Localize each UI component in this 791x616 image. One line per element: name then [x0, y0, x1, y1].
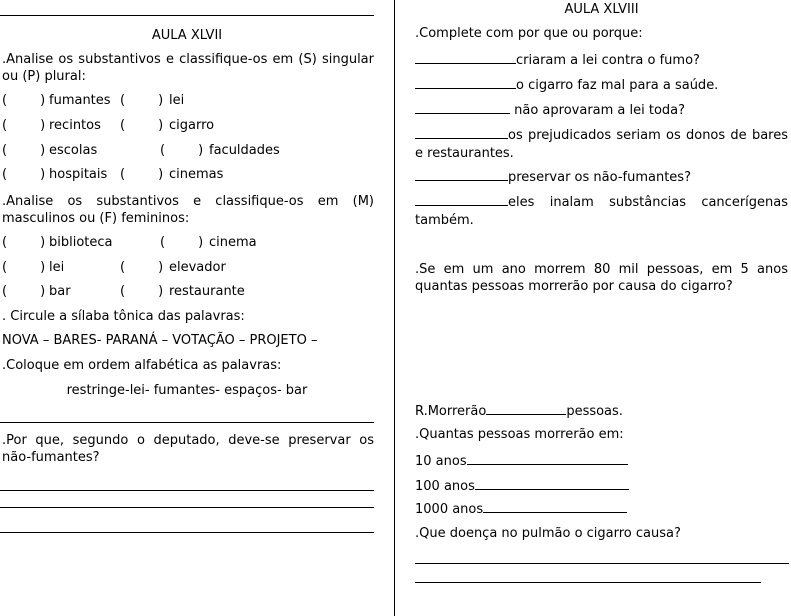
column-divider [394, 0, 395, 616]
years-label: 100 anos [415, 479, 475, 494]
answer-line[interactable] [415, 582, 761, 583]
question-how-many: .Quantas pessoas morrerão em: [415, 427, 624, 442]
fill-item [415, 168, 691, 186]
years-label: 1000 anos [415, 502, 484, 517]
noun-item: lei [49, 260, 65, 275]
question-singular-plural: .Analise os substantivos e classifique-os em (S) singular ou (P) plural: [2, 52, 374, 84]
noun-item: cinema [209, 235, 257, 250]
answer-line[interactable] [415, 563, 789, 564]
answer-box[interactable]: ( ) [2, 284, 46, 299]
years-label: 10 anos [415, 454, 467, 469]
answer-box[interactable]: ( ) [2, 118, 46, 133]
answer-line[interactable] [0, 422, 374, 423]
answer-box[interactable]: ( ) [2, 143, 46, 158]
top-rule [0, 15, 374, 16]
fill-item-text: os prejudicados seriam os donos de bares e restaurantes. [415, 128, 788, 161]
question-alphabetical: .Coloque em ordem alfabética as palavras: [2, 358, 282, 373]
answer-box[interactable]: ( ) [2, 260, 46, 275]
answer-line[interactable] [0, 532, 374, 533]
fill-item [415, 101, 685, 119]
fill-item-text: eles inalam substâncias cancerígenas também. [415, 195, 788, 228]
noun-item: hospitais [49, 167, 108, 182]
noun-item: elevador [169, 260, 226, 275]
years-item [415, 477, 629, 495]
noun-item: cinemas [169, 167, 224, 182]
answer-box[interactable]: ( ) [120, 93, 164, 108]
answer-box[interactable]: ( ) [120, 260, 164, 275]
fill-item [415, 76, 718, 94]
answer-prefix: R.Morrerão [415, 404, 487, 419]
noun-item: cigarro [169, 118, 215, 133]
answer-box[interactable]: ( ) [160, 235, 204, 250]
noun-item: bar [49, 284, 71, 299]
stressed-syllable-words[interactable]: NOVA – BARES- PARANÁ – VOTAÇÃO – PROJETO – [2, 333, 318, 348]
blank-line[interactable] [415, 126, 508, 139]
blank-line[interactable] [415, 101, 510, 114]
fill-item-text: criaram a lei contra o fumo? [516, 53, 700, 68]
answer-line[interactable] [0, 490, 374, 491]
question-gender: .Analise os substantivos e classifique-os em (M) masculinos ou (F) femininos: [2, 194, 374, 226]
noun-item: restaurante [169, 284, 245, 299]
answer-box[interactable]: ( ) [120, 284, 164, 299]
alphabetical-words: restringe-lei- fumantes- espaços- bar [66, 383, 308, 398]
deaths-answer [415, 402, 623, 420]
fill-item-text: preservar os não-fumantes? [508, 170, 691, 185]
blank-line[interactable] [415, 51, 516, 64]
answer-box[interactable]: ( ) [2, 93, 46, 108]
blank-line[interactable] [415, 168, 508, 181]
answer-suffix: pessoas. [566, 404, 623, 419]
answer-line[interactable] [0, 507, 374, 508]
question-deaths: .Se em um ano morrem 80 mil pessoas, em 5 anos quantas pessoas morrerão por causa do cigarro? [415, 262, 788, 294]
answer-box[interactable]: ( ) [160, 143, 204, 158]
fill-item [415, 126, 788, 163]
noun-item: recintos [49, 118, 101, 133]
noun-item: escolas [49, 143, 98, 158]
noun-item: faculdades [209, 143, 280, 158]
lesson-title-left: AULA XLVII [151, 28, 223, 43]
answer-box[interactable]: ( ) [120, 167, 164, 182]
fill-item [415, 193, 788, 230]
blank-line[interactable] [467, 452, 628, 465]
years-item [415, 500, 627, 518]
blank-line[interactable] [486, 402, 566, 415]
noun-item: lei [169, 93, 185, 108]
noun-item: biblioteca [49, 235, 113, 250]
answer-box[interactable]: ( ) [2, 235, 46, 250]
question-por-que: .Complete com por que ou porque: [415, 26, 643, 41]
question-lung-disease: .Que doença no pulmão o cigarro causa? [415, 526, 681, 541]
blank-line[interactable] [415, 193, 508, 206]
question-stressed-syllable: . Circule a sílaba tônica das palavras: [2, 309, 245, 324]
fill-item [415, 51, 700, 69]
blank-line[interactable] [415, 76, 516, 89]
question-deputy: .Por que, segundo o deputado, deve-se preservar os não-fumantes? [2, 433, 374, 465]
answer-box[interactable]: ( ) [120, 118, 164, 133]
years-item [415, 452, 628, 470]
blank-line[interactable] [483, 500, 627, 513]
noun-item: fumantes [49, 93, 111, 108]
answer-box[interactable]: ( ) [2, 167, 46, 182]
lesson-title-right: AULA XLVIII [564, 2, 639, 17]
blank-line[interactable] [475, 477, 629, 490]
fill-item-text: o cigarro faz mal para a saúde. [516, 78, 719, 93]
fill-item-text: não aprovaram a lei toda? [510, 103, 686, 118]
